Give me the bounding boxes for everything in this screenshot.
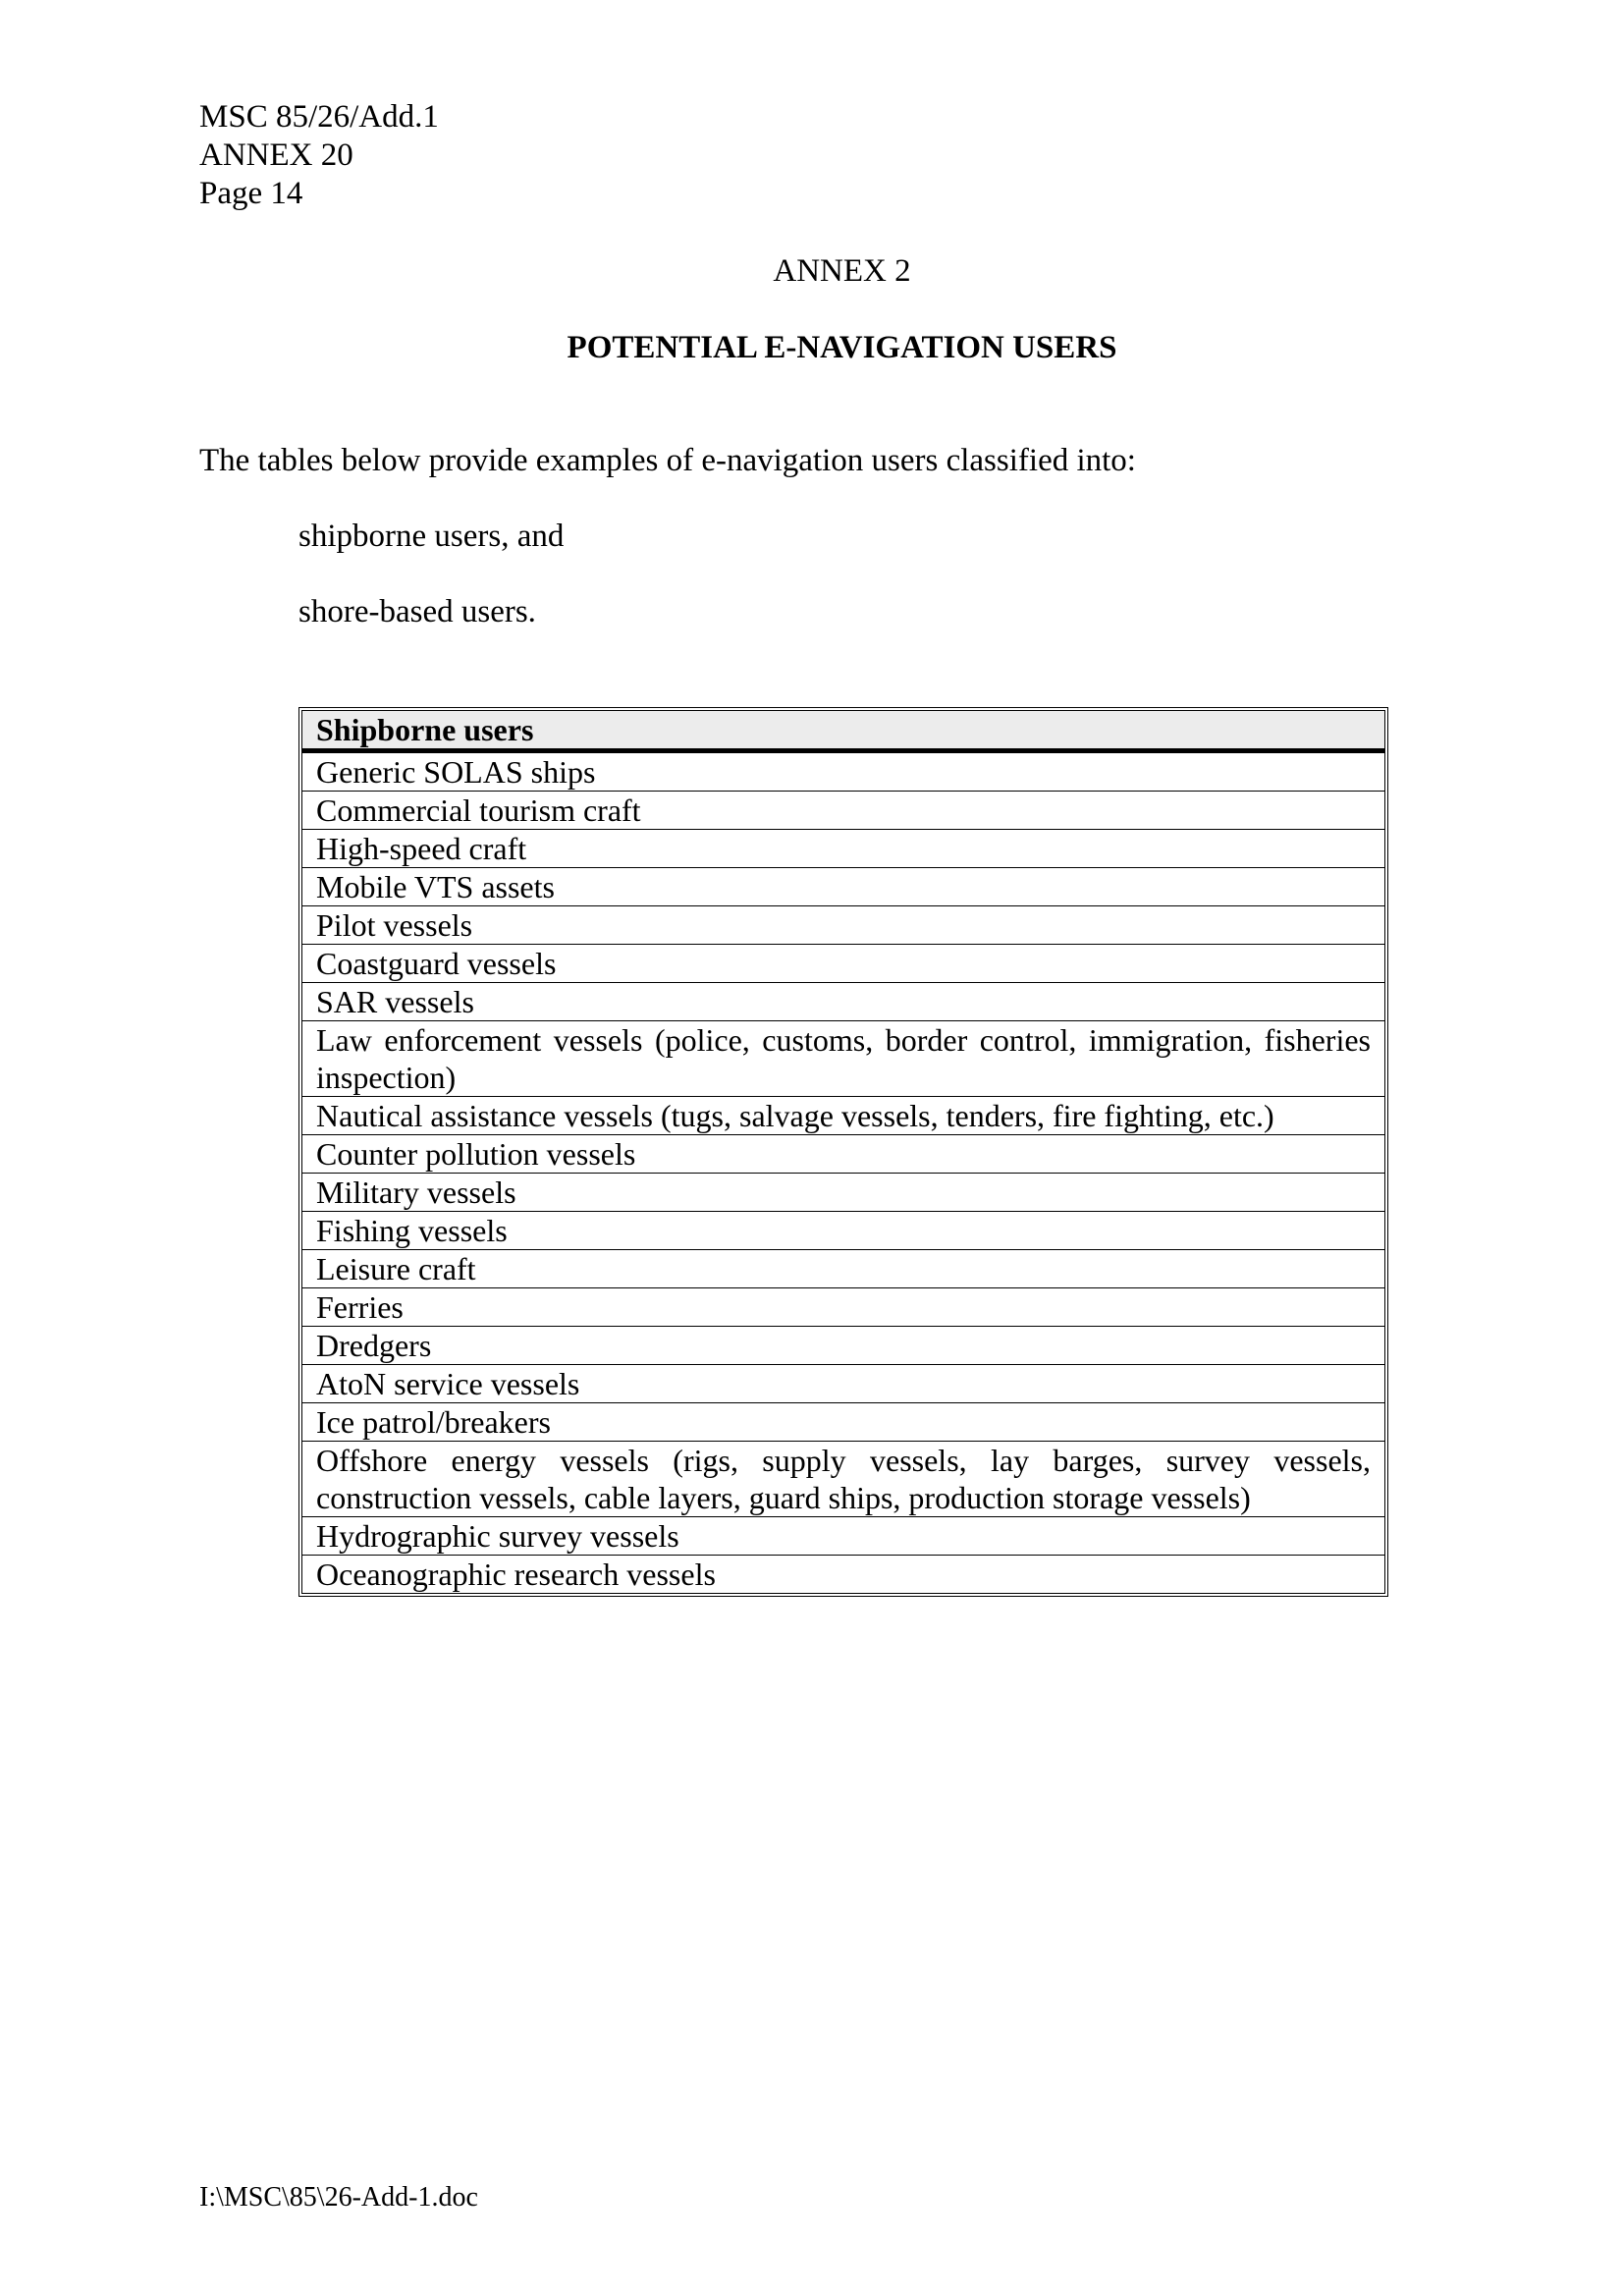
table-cell: Fishing vessels bbox=[302, 1212, 1385, 1250]
table-row bbox=[302, 945, 1385, 983]
table-cell: Counter pollution vessels bbox=[302, 1135, 1385, 1174]
table-row bbox=[302, 1327, 1385, 1365]
table-row bbox=[302, 1097, 1385, 1135]
table-row bbox=[302, 1021, 1385, 1097]
list-item-shore-based: shore-based users. bbox=[298, 594, 536, 629]
table-cell: AtoN service vessels bbox=[302, 1365, 1385, 1403]
table-cell: Coastguard vessels bbox=[302, 945, 1385, 983]
shipborne-users-table bbox=[298, 707, 1388, 1597]
table-cell: Mobile VTS assets bbox=[302, 868, 1385, 906]
table-row bbox=[302, 1556, 1385, 1594]
table-row bbox=[302, 1250, 1385, 1288]
table-row bbox=[302, 983, 1385, 1021]
table-cell: Military vessels bbox=[302, 1174, 1385, 1212]
table-cell: Commercial tourism craft bbox=[302, 792, 1385, 830]
table-row bbox=[302, 1212, 1385, 1250]
table-row bbox=[302, 792, 1385, 830]
table-cell: High-speed craft bbox=[302, 830, 1385, 868]
page-title: POTENTIAL E-NAVIGATION USERS bbox=[567, 330, 1117, 365]
intro-paragraph: The tables below provide examples of e-navigation users classified into: bbox=[199, 443, 1136, 478]
table-row bbox=[302, 868, 1385, 906]
document-reference: MSC 85/26/Add.1 bbox=[199, 99, 439, 135]
table-cell: Nautical assistance vessels (tugs, salvage vessels, tenders, fire fighting, etc.) bbox=[302, 1097, 1385, 1135]
table-header-cell: Shipborne users bbox=[302, 711, 1385, 751]
table-row bbox=[302, 906, 1385, 945]
table-header-row bbox=[302, 711, 1385, 751]
table-cell: Offshore energy vessels (rigs, supply vessels, lay barges, survey vessels, construction vessels, cable layers, guard ships, production storage vessels) bbox=[302, 1442, 1385, 1517]
table-row bbox=[302, 1288, 1385, 1327]
table-cell: Pilot vessels bbox=[302, 906, 1385, 945]
table-row bbox=[302, 1135, 1385, 1174]
table-cell: Dredgers bbox=[302, 1327, 1385, 1365]
table-cell: Ice patrol/breakers bbox=[302, 1403, 1385, 1442]
table-cell: Leisure craft bbox=[302, 1250, 1385, 1288]
annex-title: ANNEX 2 bbox=[773, 253, 911, 289]
table-row bbox=[302, 1403, 1385, 1442]
list-item-shipborne: shipborne users, and bbox=[298, 519, 565, 554]
table-cell: SAR vessels bbox=[302, 983, 1385, 1021]
table-cell: Generic SOLAS ships bbox=[302, 751, 1385, 792]
table-row bbox=[302, 1442, 1385, 1517]
table-row bbox=[302, 1365, 1385, 1403]
file-path-footer: I:\MSC\85\26-Add-1.doc bbox=[199, 2182, 478, 2213]
table-row bbox=[302, 830, 1385, 868]
annex-number: ANNEX 20 bbox=[199, 137, 353, 173]
table-cell: Hydrographic survey vessels bbox=[302, 1517, 1385, 1556]
table-cell: Oceanographic research vessels bbox=[302, 1556, 1385, 1594]
table-row bbox=[302, 1174, 1385, 1212]
table-body bbox=[302, 751, 1385, 1594]
page-header bbox=[199, 98, 439, 213]
table-row bbox=[302, 1517, 1385, 1556]
page-number: Page 14 bbox=[199, 176, 303, 211]
table-row bbox=[302, 751, 1385, 792]
table-cell: Ferries bbox=[302, 1288, 1385, 1327]
table-cell: Law enforcement vessels (police, customs, border control, immigration, fisheries inspection) bbox=[302, 1021, 1385, 1097]
